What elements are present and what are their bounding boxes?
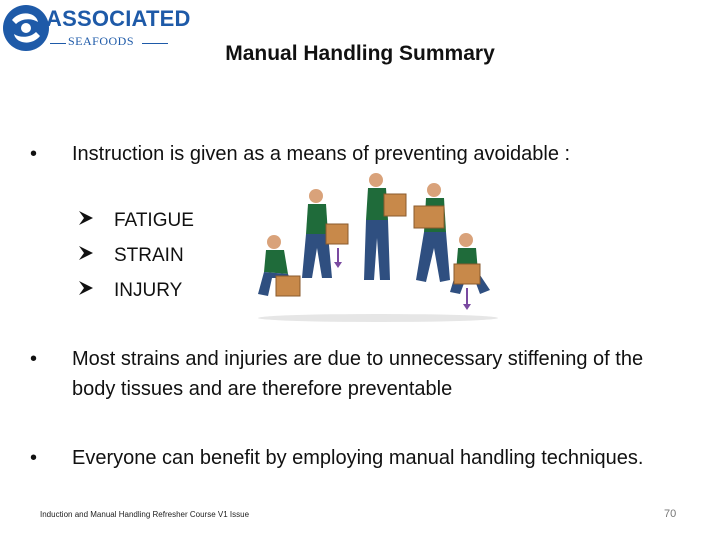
person-lifting-2 <box>302 189 348 278</box>
arrow-bullet-icon <box>78 245 114 267</box>
bullet-dot-icon: • <box>30 447 38 469</box>
arrow-bullet-icon <box>78 210 114 232</box>
bullet-dot-icon: • <box>30 143 38 165</box>
bullet-2 <box>30 344 670 404</box>
page-number: 70 <box>664 508 677 520</box>
bullet-1-text: Instruction is given as a means of preventing avoidable : <box>72 143 571 165</box>
person-squatting-5 <box>450 233 490 310</box>
person-crouching-1 <box>258 235 300 296</box>
logo-name: ASSOCIATED <box>46 6 191 31</box>
person-carrying-3 <box>364 173 406 280</box>
subitem-injury <box>78 280 182 302</box>
bullet-3-text: Everyone can benefit by employing manual handling techniques. <box>72 447 644 469</box>
logo-subname: SEAFOODS <box>68 34 135 48</box>
lifting-technique-illustration <box>238 168 518 330</box>
subitem-label: FATIGUE <box>114 210 194 231</box>
footer-text: Induction and Manual Handling Refresher Course V1 Issue <box>40 510 250 519</box>
subitem-label: INJURY <box>114 280 183 301</box>
slide-title: Manual Handling Summary <box>225 42 495 65</box>
arrow-bullet-icon <box>78 280 114 302</box>
subitem-label: STRAIN <box>114 245 184 266</box>
person-walking-4 <box>414 183 450 282</box>
bullet-3 <box>30 443 670 473</box>
subitem-fatigue <box>78 210 194 232</box>
bullet-dot-icon: • <box>30 348 38 370</box>
subitem-strain <box>78 245 184 267</box>
bullet-2-text: Most strains and injuries are due to unnecessary stiffening of the body tissues and are therefore preventable <box>72 348 644 400</box>
bullet-1 <box>30 139 670 169</box>
